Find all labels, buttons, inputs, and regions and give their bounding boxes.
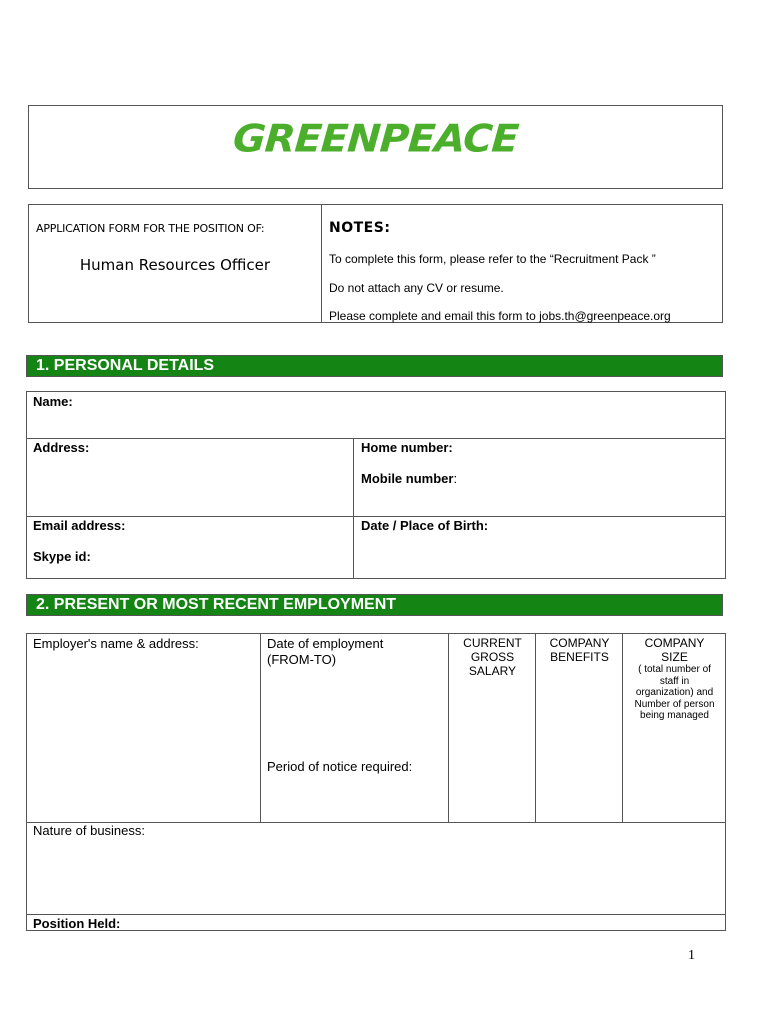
header-table	[28, 204, 723, 323]
personal-details-table	[26, 391, 726, 579]
section-employment-header: 2. PRESENT OR MOST RECENT EMPLOYMENT	[26, 594, 723, 616]
current-salary-label: CURRENT GROSS SALARY	[463, 636, 522, 678]
divider	[260, 634, 261, 822]
divider	[353, 438, 354, 579]
employer-label: Employer's name & address:	[33, 636, 199, 651]
section-personal-details-header: 1. PERSONAL DETAILS	[26, 355, 723, 377]
employment-table	[26, 633, 726, 931]
dob-label: Date / Place of Birth:	[361, 518, 489, 533]
notes-title: NOTES:	[329, 220, 391, 236]
nature-of-business-label: Nature of business:	[33, 823, 146, 838]
notice-period-label: Period of notice required:	[267, 759, 413, 774]
page-number: 1	[688, 948, 695, 963]
divider	[27, 438, 725, 439]
position-title: Human Resources Officer	[79, 256, 271, 274]
address-label: Address:	[33, 440, 90, 455]
position-cell	[29, 205, 322, 322]
employment-date-label: Date of employment	[267, 636, 384, 651]
divider	[27, 516, 725, 517]
company-size-label: COMPANY SIZE ( total number of staff in organization) and Number of person being managed	[634, 636, 715, 721]
note-recruitment-pack: To complete this form, please refer to the “Recruitment Pack ”	[329, 252, 656, 266]
position-label: APPLICATION FORM FOR THE POSITION OF:	[36, 222, 265, 235]
logo-box	[28, 105, 723, 189]
mobile-number-label: Mobile number:	[361, 471, 458, 486]
home-number-label: Home number:	[361, 440, 453, 455]
employment-date-range-label: (FROM-TO)	[267, 652, 337, 667]
company-benefits-label: COMPANY BENEFITS	[549, 636, 610, 664]
divider	[27, 914, 725, 915]
email-label: Email address:	[33, 518, 126, 533]
note-email: Please complete and email this form to jobs.th@greenpeace.org	[329, 309, 671, 323]
position-held-label: Position Held:	[33, 916, 121, 931]
skype-label: Skype id:	[33, 549, 91, 564]
greenpeace-logo: GREENPEACE	[231, 117, 520, 161]
note-no-cv: Do not attach any CV or resume.	[329, 281, 504, 295]
name-label: Name:	[33, 394, 73, 409]
